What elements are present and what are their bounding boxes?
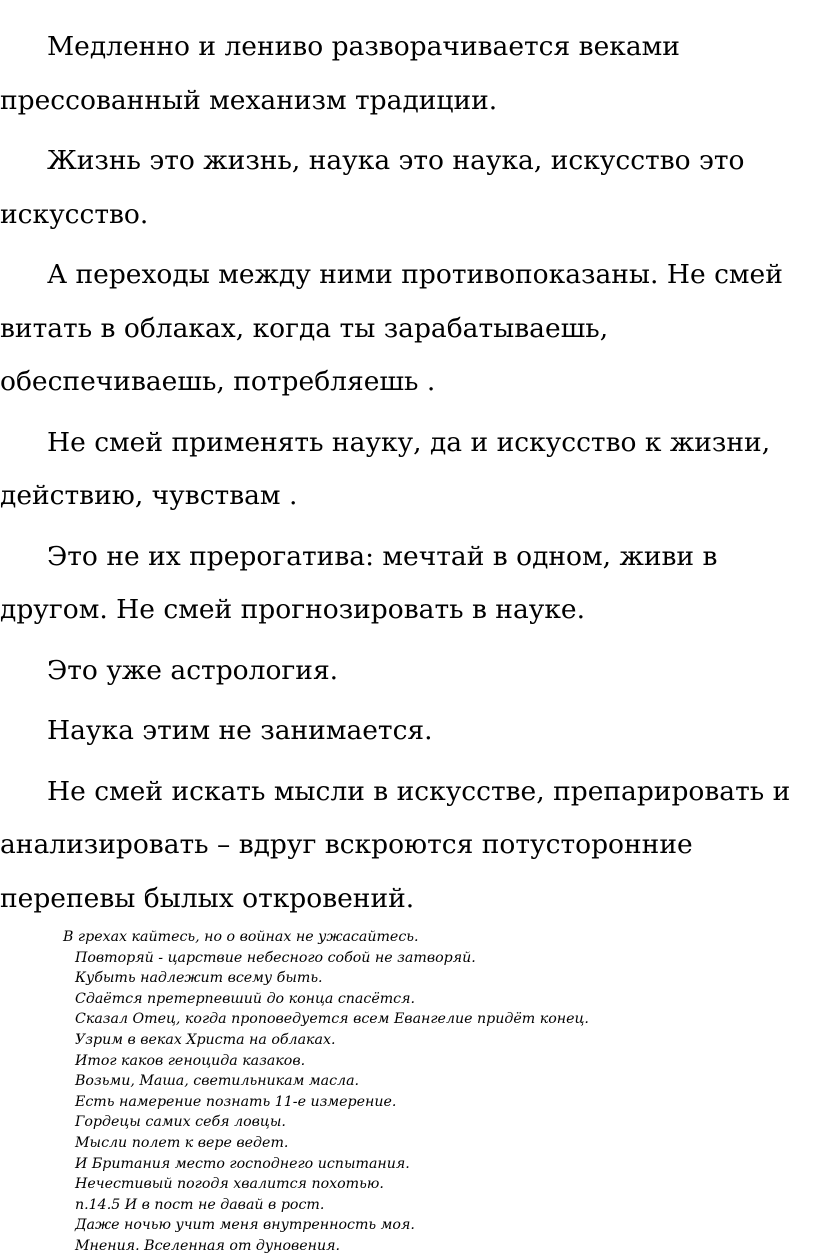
poem-line: Мнения. Вселенная от дуновения. — [75, 1237, 341, 1254]
poem-line: Есть намерение познать 11-е измерение. — [75, 1093, 397, 1110]
poem-line: Мысли полет к вере ведет. — [75, 1134, 289, 1151]
poem-line: Возьми, Маша, светильникам масла. — [75, 1073, 360, 1090]
paragraph-art-thoughts: Не смей искать мысли в искусстве, препарировать и анализировать – вдруг вскроются потусторонние перепевы былых откровений. — [0, 775, 791, 914]
poem-line: Итог каков геноцида казаков. — [75, 1052, 306, 1069]
paragraph-tradition: Медленно и лениво разворачивается веками прессованный механизм традиции. — [0, 31, 680, 116]
poem-line: Гордецы самих себя ловцы. — [75, 1114, 286, 1131]
poem-line: И Британия место господнего испытания. — [75, 1155, 410, 1172]
poem-line: Кубыть надлежит всему быть. — [75, 970, 323, 987]
paragraph-science-not: Наука этим не занимается. — [47, 715, 433, 746]
paragraph-prerogative: Это не их прерогатива: мечтай в одном, живи в другом. Не смей прогнозировать в науке. — [0, 540, 718, 625]
poem-line: Нечестивый погодя хвалится похотью. — [75, 1176, 384, 1193]
paragraph-astrology: Это уже астрология. — [47, 654, 339, 686]
poem-line: п.14.5 И в пост не давай в рост. — [75, 1196, 325, 1213]
poem-block — [63, 927, 803, 1257]
poem-line: Даже ночью учит меня внутренность моя. — [75, 1217, 415, 1234]
prose-body — [0, 20, 812, 932]
paragraph-life-science-art: Жизнь это жизнь, наука это наука, искусство это искусство. — [0, 145, 745, 230]
poem-line: Повторяй - царствие небесного собой не затворяй. — [75, 949, 476, 966]
poem-line: Сказал Отец, когда проповедуется всем Евангелие придёт конец. — [75, 1011, 589, 1028]
paragraph-transitions: А переходы между ними противопоказаны. Не смей витать в облаках, когда ты зарабатываешь, обеспечиваешь, потребляешь . — [0, 259, 783, 397]
poem-line: В грехах кайтесь, но о войнах не ужасайтесь. — [63, 929, 419, 945]
poem-line: Узрим в веках Христа на облаках. — [75, 1031, 336, 1048]
paragraph-apply-science: Не смей применять науку, да и искусство к жизни, действию, чувствам . — [0, 426, 771, 511]
poem-line: Сдаётся претерпевший до конца спасётся. — [75, 990, 416, 1007]
